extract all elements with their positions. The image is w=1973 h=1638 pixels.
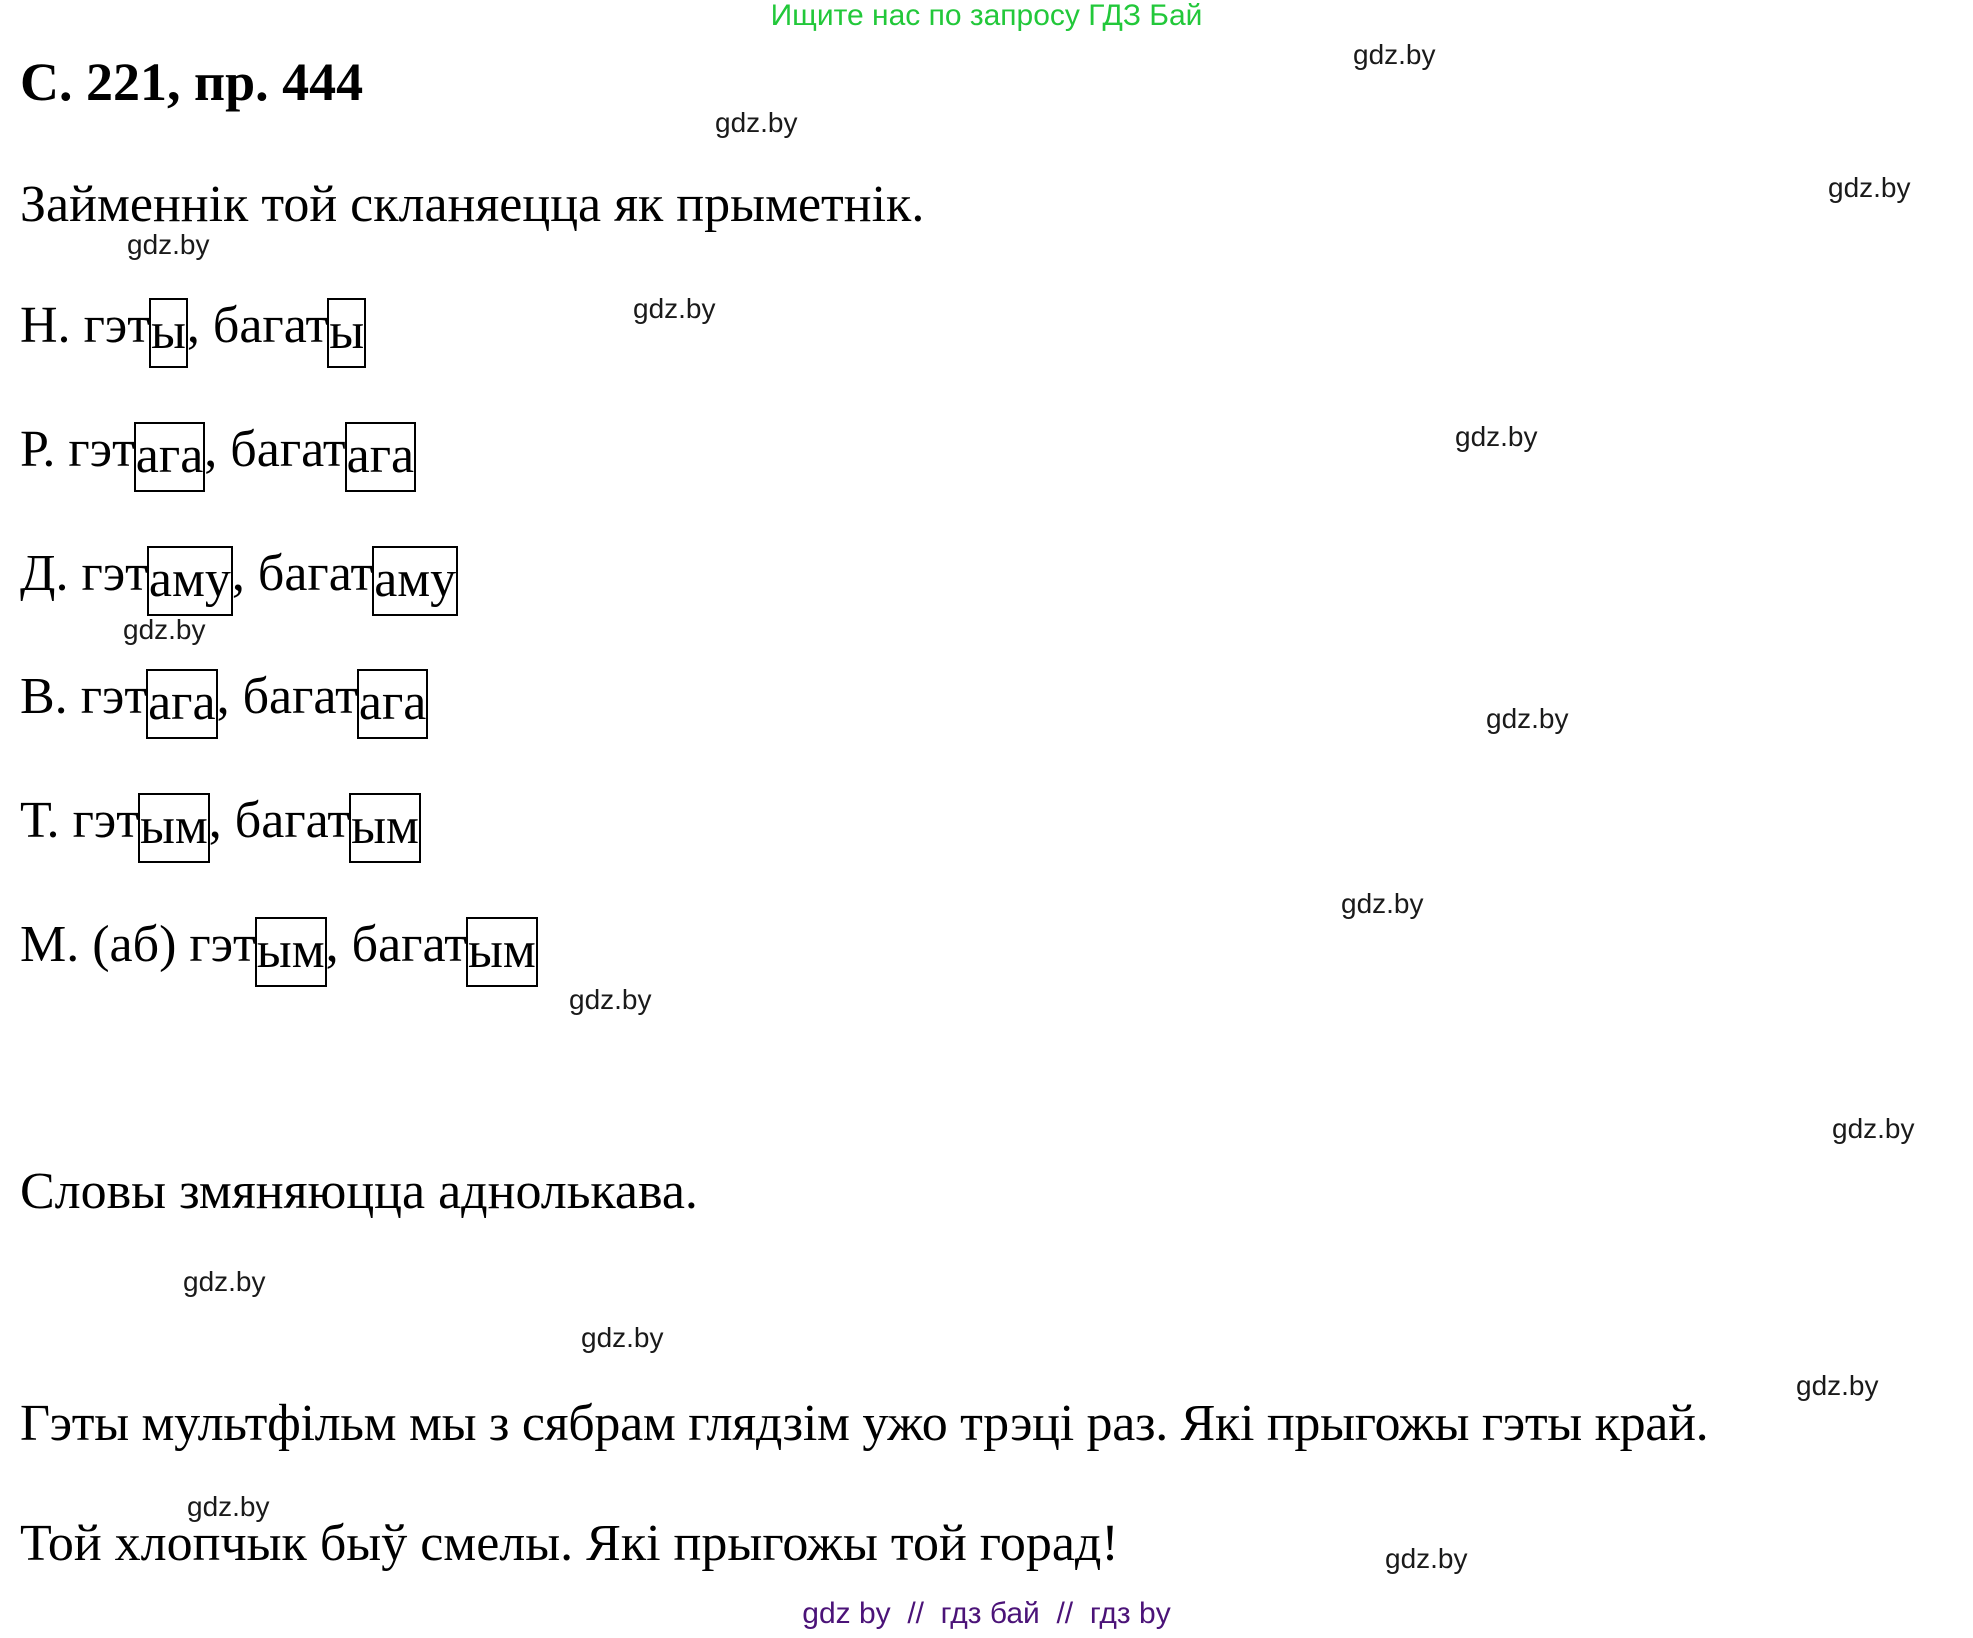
- declension-row-locative: [20, 915, 537, 987]
- watermark: gdz.by: [715, 107, 798, 138]
- separator: ,: [325, 916, 339, 973]
- case-label: Н.: [20, 297, 71, 354]
- watermark: gdz.by: [123, 614, 206, 645]
- case-label: В.: [20, 668, 68, 725]
- watermark: gdz.by: [581, 1322, 664, 1353]
- watermark: gdz.by: [569, 984, 652, 1015]
- watermark: gdz.by: [183, 1266, 266, 1297]
- case-label: Т.: [20, 792, 60, 849]
- declension-row-genitive: [20, 420, 415, 492]
- watermark: gdz.by: [1455, 421, 1538, 452]
- ending-box: ым: [466, 917, 538, 987]
- watermark: gdz.by: [1353, 39, 1436, 70]
- word2-stem: багат: [242, 668, 358, 725]
- separator: ,: [204, 421, 218, 478]
- declension-row-accusative: [20, 667, 427, 739]
- case-label: Р.: [20, 421, 56, 478]
- word1-stem: гэт: [189, 916, 256, 973]
- word1-stem: гэт: [80, 668, 148, 725]
- ending-box: ага: [134, 422, 206, 492]
- word2-stem: багат: [230, 421, 346, 478]
- watermark: gdz.by: [1486, 703, 1569, 734]
- footer-watermark: gdz by // гдз бай // гдз by: [802, 1597, 1171, 1630]
- separator: ,: [186, 297, 200, 354]
- ending-box: ы: [327, 298, 366, 368]
- word2-stem: багат: [234, 792, 351, 849]
- word1-stem: гэт: [81, 545, 148, 602]
- watermark: gdz.by: [1832, 1113, 1915, 1144]
- page-title: С. 221, пр. 444: [20, 52, 364, 112]
- ending-box: аму: [147, 546, 233, 616]
- declension-row-instrumental: [20, 791, 420, 863]
- ending-box: ым: [349, 793, 421, 863]
- ending-box: ым: [138, 793, 210, 863]
- ending-box: ага: [357, 669, 429, 739]
- watermark: gdz.by: [1341, 888, 1424, 919]
- word1-stem: гэт: [72, 792, 139, 849]
- separator: ,: [216, 668, 230, 725]
- declension-row-nominative: [20, 296, 365, 368]
- watermark: gdz.by: [633, 293, 716, 324]
- watermark: gdz.by: [187, 1491, 270, 1522]
- case-label: Д.: [20, 545, 69, 602]
- example-sentence-2: Той хлопчык быў смелы. Які прыгожы той горад!: [20, 1515, 1119, 1572]
- ending-box: аму: [372, 546, 458, 616]
- word1-stem: гэт: [68, 421, 135, 478]
- watermark: gdz.by: [1385, 1543, 1468, 1574]
- ending-box: ага: [146, 669, 218, 739]
- separator: ,: [231, 545, 245, 602]
- declension-row-dative: [20, 544, 457, 616]
- ending-box: ага: [345, 422, 417, 492]
- word2-stem: багат: [257, 545, 374, 602]
- example-sentence-1: Гэты мультфільм мы з сябрам глядзім ужо трэці раз. Які прыгожы гэты край.: [20, 1395, 1709, 1452]
- watermark: gdz.by: [1796, 1370, 1879, 1401]
- watermark: gdz.by: [127, 229, 210, 260]
- word2-stem: багат: [212, 297, 329, 354]
- word1-stem: гэт: [83, 297, 150, 354]
- top-banner: Ищите нас по запросу ГДЗ Бай: [770, 0, 1203, 32]
- intro-text: Займеннік той скланяецца як прыметнік.: [20, 176, 925, 233]
- watermark: gdz.by: [1828, 172, 1911, 203]
- case-label: М. (аб): [20, 916, 177, 973]
- separator: ,: [208, 792, 222, 849]
- ending-box: ы: [149, 298, 188, 368]
- conclusion-text: Словы змяняюцца аднолькава.: [20, 1163, 698, 1220]
- ending-box: ым: [255, 917, 327, 987]
- word2-stem: багат: [351, 916, 467, 973]
